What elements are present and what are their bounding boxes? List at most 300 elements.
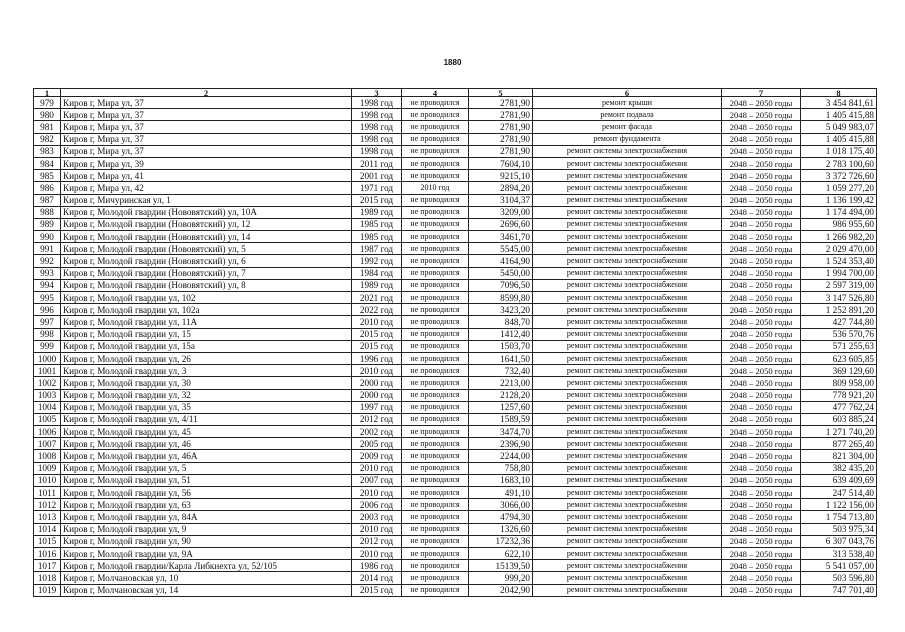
row-number: 985: [34, 170, 61, 182]
area-cell: 3461,70: [469, 231, 533, 243]
row-number: 1002: [34, 377, 61, 389]
year-cell: 1985 год: [352, 231, 402, 243]
address-cell: Киров г, Молчановская ул, 10: [61, 572, 352, 584]
cost-cell: 571 255,63: [801, 340, 877, 352]
row-number: 997: [34, 316, 61, 328]
year-cell: 1998 год: [352, 145, 402, 157]
year-cell: 2015 год: [352, 584, 402, 596]
header-col-8: 8: [801, 89, 877, 97]
period-cell: 2048 – 2050 годы: [722, 109, 801, 121]
year-cell: 2010 год: [352, 487, 402, 499]
period-cell: 2048 – 2050 годы: [722, 316, 801, 328]
address-cell: Киров г, Молодой гвардии (Нововятский) ул, 7: [61, 267, 352, 279]
year-cell: 2003 год: [352, 511, 402, 523]
inspection-cell: не проводился: [402, 206, 469, 218]
area-cell: 2042,90: [469, 584, 533, 596]
work-type-cell: ремонт фундамента: [533, 133, 722, 145]
row-number: 990: [34, 231, 61, 243]
area-cell: 2781,90: [469, 97, 533, 109]
inspection-cell: не проводился: [402, 413, 469, 425]
row-number: 998: [34, 328, 61, 340]
period-cell: 2048 – 2050 годы: [722, 133, 801, 145]
work-type-cell: ремонт системы электроснабжения: [533, 231, 722, 243]
address-cell: Киров г, Мира ул, 37: [61, 109, 352, 121]
inspection-cell: не проводился: [402, 438, 469, 450]
work-type-cell: ремонт системы электроснабжения: [533, 304, 722, 316]
inspection-cell: не проводился: [402, 499, 469, 511]
row-number: 1016: [34, 547, 61, 559]
work-type-cell: ремонт системы электроснабжения: [533, 292, 722, 304]
address-cell: Киров г, Мира ул, 39: [61, 157, 352, 169]
year-cell: 1998 год: [352, 109, 402, 121]
year-cell: 2009 год: [352, 450, 402, 462]
year-cell: 2010 год: [352, 365, 402, 377]
work-type-cell: ремонт системы электроснабжения: [533, 511, 722, 523]
area-cell: 1589,59: [469, 413, 533, 425]
year-cell: 1971 год: [352, 182, 402, 194]
page-number: 1880: [443, 58, 462, 67]
cost-cell: 1 524 353,40: [801, 255, 877, 267]
period-cell: 2048 – 2050 годы: [722, 438, 801, 450]
period-cell: 2048 – 2050 годы: [722, 352, 801, 364]
table-row: [34, 170, 877, 182]
row-number: 989: [34, 218, 61, 230]
work-type-cell: ремонт системы электроснабжения: [533, 157, 722, 169]
table-row: [34, 438, 877, 450]
period-cell: 2048 – 2050 годы: [722, 182, 801, 194]
table-row: [34, 157, 877, 169]
address-cell: Киров г, Молодой гвардии (Нововятский) ул, 6: [61, 255, 352, 267]
row-number: 1015: [34, 535, 61, 547]
period-cell: 2048 – 2050 годы: [722, 304, 801, 316]
work-type-cell: ремонт системы электроснабжения: [533, 243, 722, 255]
inspection-cell: не проводился: [402, 121, 469, 133]
cost-cell: 1 059 277,20: [801, 182, 877, 194]
cost-cell: 477 762,24: [801, 401, 877, 413]
inspection-cell: не проводился: [402, 535, 469, 547]
inspection-cell: не проводился: [402, 316, 469, 328]
area-cell: 4794,30: [469, 511, 533, 523]
table-row: [34, 316, 877, 328]
inspection-cell: не проводился: [402, 231, 469, 243]
row-number: 986: [34, 182, 61, 194]
cost-cell: 427 744,80: [801, 316, 877, 328]
area-cell: 732,40: [469, 365, 533, 377]
year-cell: 2012 год: [352, 413, 402, 425]
header-col-2: 2: [61, 89, 352, 97]
period-cell: 2048 – 2050 годы: [722, 584, 801, 596]
cost-cell: 1 174 494,00: [801, 206, 877, 218]
period-cell: 2048 – 2050 годы: [722, 194, 801, 206]
year-cell: 1985 год: [352, 218, 402, 230]
work-type-cell: ремонт системы электроснабжения: [533, 145, 722, 157]
year-cell: 2010 год: [352, 316, 402, 328]
cost-cell: 503 596,80: [801, 572, 877, 584]
period-cell: 2048 – 2050 годы: [722, 560, 801, 572]
table-row: [34, 206, 877, 218]
row-number: 1005: [34, 413, 61, 425]
period-cell: 2048 – 2050 годы: [722, 145, 801, 157]
table-row: [34, 292, 877, 304]
cost-cell: 1 018 175,40: [801, 145, 877, 157]
address-cell: Киров г, Молодой гвардии (Нововятский) ул, 14: [61, 231, 352, 243]
inspection-cell: не проводился: [402, 426, 469, 438]
table-row: [34, 572, 877, 584]
table-row: [34, 255, 877, 267]
row-number: 1007: [34, 438, 61, 450]
header-col-1: 1: [34, 89, 61, 97]
work-type-cell: ремонт системы электроснабжения: [533, 499, 722, 511]
cost-cell: 1 252 891,20: [801, 304, 877, 316]
cost-cell: 1 405 415,88: [801, 133, 877, 145]
area-cell: 3209,00: [469, 206, 533, 218]
address-cell: Киров г, Мира ул, 41: [61, 170, 352, 182]
inspection-cell: не проводился: [402, 340, 469, 352]
address-cell: Киров г, Молодой гвардии ул, 26: [61, 352, 352, 364]
address-cell: Киров г, Мира ул, 37: [61, 97, 352, 109]
address-cell: Киров г, Молодой гвардии (Нововятский) ул, 10А: [61, 206, 352, 218]
period-cell: 2048 – 2050 годы: [722, 231, 801, 243]
address-cell: Киров г, Молодой гвардии ул, 63: [61, 499, 352, 511]
year-cell: 2022 год: [352, 304, 402, 316]
work-type-cell: ремонт системы электроснабжения: [533, 328, 722, 340]
address-cell: Киров г, Молодой гвардии ул, 15а: [61, 340, 352, 352]
table-row: [34, 340, 877, 352]
address-cell: Киров г, Молодой гвардии ул, 3: [61, 365, 352, 377]
area-cell: 1503,70: [469, 340, 533, 352]
header-col-3: 3: [352, 89, 402, 97]
address-cell: Киров г, Молодой гвардии ул, 5: [61, 462, 352, 474]
period-cell: 2048 – 2050 годы: [722, 413, 801, 425]
row-number: 993: [34, 267, 61, 279]
work-type-cell: ремонт фасада: [533, 121, 722, 133]
address-cell: Киров г, Молодой гвардии ул, 11А: [61, 316, 352, 328]
table-row: [34, 243, 877, 255]
area-cell: 758,80: [469, 462, 533, 474]
row-number: 1014: [34, 523, 61, 535]
year-cell: 2000 год: [352, 377, 402, 389]
area-cell: 2781,90: [469, 133, 533, 145]
period-cell: 2048 – 2050 годы: [722, 389, 801, 401]
cost-cell: 1 405 415,88: [801, 109, 877, 121]
work-type-cell: ремонт системы электроснабжения: [533, 547, 722, 559]
header-col-4: 4: [402, 89, 469, 97]
table-row: [34, 511, 877, 523]
row-number: 1017: [34, 560, 61, 572]
year-cell: 2010 год: [352, 462, 402, 474]
year-cell: 2001 год: [352, 170, 402, 182]
area-cell: 17232,36: [469, 535, 533, 547]
period-cell: 2048 – 2050 годы: [722, 572, 801, 584]
cost-cell: 3 147 526,80: [801, 292, 877, 304]
area-cell: 2894,20: [469, 182, 533, 194]
header-col-6: 6: [533, 89, 722, 97]
address-cell: Киров г, Молодой гвардии ул, 90: [61, 535, 352, 547]
cost-cell: 1 994 700,00: [801, 267, 877, 279]
period-cell: 2048 – 2050 годы: [722, 328, 801, 340]
address-cell: Киров г, Молодой гвардии ул, 51: [61, 474, 352, 486]
area-cell: 2244,00: [469, 450, 533, 462]
cost-cell: 639 409,69: [801, 474, 877, 486]
work-type-cell: ремонт системы электроснабжения: [533, 170, 722, 182]
period-cell: 2048 – 2050 годы: [722, 535, 801, 547]
area-cell: 4164,90: [469, 255, 533, 267]
area-cell: 622,10: [469, 547, 533, 559]
period-cell: 2048 – 2050 годы: [722, 426, 801, 438]
inspection-cell: не проводился: [402, 401, 469, 413]
cost-cell: 623 605,85: [801, 352, 877, 364]
work-type-cell: ремонт системы электроснабжения: [533, 401, 722, 413]
work-type-cell: ремонт подвала: [533, 109, 722, 121]
inspection-cell: не проводился: [402, 450, 469, 462]
table-row: [34, 560, 877, 572]
work-type-cell: ремонт системы электроснабжения: [533, 206, 722, 218]
year-cell: 1987 год: [352, 243, 402, 255]
address-cell: Киров г, Молодой гвардии (Нововятский) ул, 12: [61, 218, 352, 230]
cost-cell: 369 129,60: [801, 365, 877, 377]
area-cell: 8599,80: [469, 292, 533, 304]
work-type-cell: ремонт системы электроснабжения: [533, 352, 722, 364]
table-body: [34, 97, 877, 597]
year-cell: 2015 год: [352, 328, 402, 340]
year-cell: 2010 год: [352, 547, 402, 559]
row-number: 991: [34, 243, 61, 255]
inspection-cell: не проводился: [402, 133, 469, 145]
cost-cell: 1 754 713,80: [801, 511, 877, 523]
inspection-cell: не проводился: [402, 474, 469, 486]
table-row: [34, 218, 877, 230]
period-cell: 2048 – 2050 годы: [722, 170, 801, 182]
year-cell: 2014 год: [352, 572, 402, 584]
area-cell: 2696,60: [469, 218, 533, 230]
inspection-cell: не проводился: [402, 377, 469, 389]
year-cell: 2007 год: [352, 474, 402, 486]
address-cell: Киров г, Молодой гвардии ул, 84А: [61, 511, 352, 523]
work-type-cell: ремонт системы электроснабжения: [533, 560, 722, 572]
header-row: [34, 89, 877, 97]
area-cell: 2781,90: [469, 145, 533, 157]
table-row: [34, 328, 877, 340]
period-cell: 2048 – 2050 годы: [722, 377, 801, 389]
row-number: 979: [34, 97, 61, 109]
year-cell: 2005 год: [352, 438, 402, 450]
row-number: 994: [34, 279, 61, 291]
row-number: 1008: [34, 450, 61, 462]
area-cell: 2128,20: [469, 389, 533, 401]
table-row: [34, 377, 877, 389]
row-number: 996: [34, 304, 61, 316]
table-row: [34, 499, 877, 511]
work-type-cell: ремонт системы электроснабжения: [533, 426, 722, 438]
area-cell: 5545,00: [469, 243, 533, 255]
area-cell: 2781,90: [469, 121, 533, 133]
year-cell: 2006 год: [352, 499, 402, 511]
table-row: [34, 523, 877, 535]
table-row: [34, 389, 877, 401]
table-row: [34, 133, 877, 145]
inspection-cell: не проводился: [402, 243, 469, 255]
year-cell: 1996 год: [352, 352, 402, 364]
inspection-cell: не проводился: [402, 560, 469, 572]
area-cell: 3474,70: [469, 426, 533, 438]
period-cell: 2048 – 2050 годы: [722, 218, 801, 230]
table-row: [34, 194, 877, 206]
area-cell: 999,20: [469, 572, 533, 584]
address-cell: Киров г, Молодой гвардии (Нововятский) ул, 5: [61, 243, 352, 255]
table-row: [34, 547, 877, 559]
row-number: 995: [34, 292, 61, 304]
cost-cell: 313 538,40: [801, 547, 877, 559]
area-cell: 491,10: [469, 487, 533, 499]
row-number: 1000: [34, 352, 61, 364]
table-row: [34, 121, 877, 133]
inspection-cell: 2010 год: [402, 182, 469, 194]
inspection-cell: не проводился: [402, 218, 469, 230]
address-cell: Киров г, Молодой гвардии ул, 102: [61, 292, 352, 304]
row-number: 984: [34, 157, 61, 169]
cost-cell: 1 136 199,42: [801, 194, 877, 206]
inspection-cell: не проводился: [402, 109, 469, 121]
cost-cell: 2 597 319,00: [801, 279, 877, 291]
area-cell: 848,70: [469, 316, 533, 328]
period-cell: 2048 – 2050 годы: [722, 450, 801, 462]
area-cell: 1683,10: [469, 474, 533, 486]
area-cell: 15139,50: [469, 560, 533, 572]
table-row: [34, 365, 877, 377]
area-cell: 3104,37: [469, 194, 533, 206]
work-type-cell: ремонт системы электроснабжения: [533, 572, 722, 584]
header-col-5: 5: [469, 89, 533, 97]
area-cell: 2396,90: [469, 438, 533, 450]
cost-cell: 6 307 043,76: [801, 535, 877, 547]
table-row: [34, 462, 877, 474]
row-number: 981: [34, 121, 61, 133]
inspection-cell: не проводился: [402, 365, 469, 377]
inspection-cell: не проводился: [402, 145, 469, 157]
year-cell: 2011 год: [352, 157, 402, 169]
row-number: 983: [34, 145, 61, 157]
inspection-cell: не проводился: [402, 462, 469, 474]
area-cell: 3066,00: [469, 499, 533, 511]
row-number: 1018: [34, 572, 61, 584]
cost-cell: 747 701,40: [801, 584, 877, 596]
table-row: [34, 413, 877, 425]
cost-cell: 3 372 726,60: [801, 170, 877, 182]
period-cell: 2048 – 2050 годы: [722, 499, 801, 511]
inspection-cell: не проводился: [402, 157, 469, 169]
work-type-cell: ремонт крыши: [533, 97, 722, 109]
address-cell: Киров г, Молодой гвардии ул, 46: [61, 438, 352, 450]
year-cell: 1989 год: [352, 206, 402, 218]
work-type-cell: ремонт системы электроснабжения: [533, 474, 722, 486]
table-row: [34, 267, 877, 279]
work-type-cell: ремонт системы электроснабжения: [533, 377, 722, 389]
work-type-cell: ремонт системы электроснабжения: [533, 584, 722, 596]
inspection-cell: не проводился: [402, 523, 469, 535]
area-cell: 1412,40: [469, 328, 533, 340]
address-cell: Киров г, Молодой гвардии ул, 9А: [61, 547, 352, 559]
area-cell: 1326,60: [469, 523, 533, 535]
inspection-cell: не проводился: [402, 389, 469, 401]
cost-cell: 778 921,20: [801, 389, 877, 401]
year-cell: 2012 год: [352, 535, 402, 547]
row-number: 992: [34, 255, 61, 267]
work-type-cell: ремонт системы электроснабжения: [533, 255, 722, 267]
cost-cell: 1 122 156,00: [801, 499, 877, 511]
address-cell: Киров г, Мира ул, 37: [61, 145, 352, 157]
area-cell: 2213,00: [469, 377, 533, 389]
inspection-cell: не проводился: [402, 572, 469, 584]
work-type-cell: ремонт системы электроснабжения: [533, 340, 722, 352]
address-cell: Киров г, Молчановская ул, 14: [61, 584, 352, 596]
area-cell: 5450,00: [469, 267, 533, 279]
work-type-cell: ремонт системы электроснабжения: [533, 438, 722, 450]
cost-cell: 603 885,24: [801, 413, 877, 425]
inspection-cell: не проводился: [402, 292, 469, 304]
cost-cell: 986 955,60: [801, 218, 877, 230]
cost-cell: 877 265,40: [801, 438, 877, 450]
address-cell: Киров г, Мира ул, 37: [61, 133, 352, 145]
inspection-cell: не проводился: [402, 97, 469, 109]
work-type-cell: ремонт системы электроснабжения: [533, 182, 722, 194]
year-cell: 1998 год: [352, 121, 402, 133]
row-number: 988: [34, 206, 61, 218]
row-number: 1001: [34, 365, 61, 377]
period-cell: 2048 – 2050 годы: [722, 474, 801, 486]
row-number: 1006: [34, 426, 61, 438]
period-cell: 2048 – 2050 годы: [722, 121, 801, 133]
table-row: [34, 109, 877, 121]
year-cell: 1986 год: [352, 560, 402, 572]
cost-cell: 2 783 100,60: [801, 157, 877, 169]
row-number: 1004: [34, 401, 61, 413]
area-cell: 1257,60: [469, 401, 533, 413]
table-row: [34, 584, 877, 596]
address-cell: Киров г, Молодой гвардии ул, 35: [61, 401, 352, 413]
year-cell: 2000 год: [352, 389, 402, 401]
inspection-cell: не проводился: [402, 547, 469, 559]
inspection-cell: не проводился: [402, 279, 469, 291]
address-cell: Киров г, Молодой гвардии ул, 46А: [61, 450, 352, 462]
address-cell: Киров г, Мичуринская ул, 1: [61, 194, 352, 206]
cost-cell: 1 271 740,20: [801, 426, 877, 438]
work-type-cell: ремонт системы электроснабжения: [533, 194, 722, 206]
period-cell: 2048 – 2050 годы: [722, 365, 801, 377]
inspection-cell: не проводился: [402, 511, 469, 523]
cost-cell: 2 029 470,00: [801, 243, 877, 255]
work-type-cell: ремонт системы электроснабжения: [533, 365, 722, 377]
cost-cell: 5 541 057,00: [801, 560, 877, 572]
period-cell: 2048 – 2050 годы: [722, 292, 801, 304]
row-number: 1003: [34, 389, 61, 401]
work-type-cell: ремонт системы электроснабжения: [533, 462, 722, 474]
row-number: 1012: [34, 499, 61, 511]
period-cell: 2048 – 2050 годы: [722, 523, 801, 535]
row-number: 980: [34, 109, 61, 121]
period-cell: 2048 – 2050 годы: [722, 547, 801, 559]
address-cell: Киров г, Молодой гвардии ул, 56: [61, 487, 352, 499]
cost-cell: 1 266 982,20: [801, 231, 877, 243]
area-cell: 3423,20: [469, 304, 533, 316]
year-cell: 1997 год: [352, 401, 402, 413]
address-cell: Киров г, Молодой гвардии ул, 32: [61, 389, 352, 401]
cost-cell: 503 975,34: [801, 523, 877, 535]
period-cell: 2048 – 2050 годы: [722, 401, 801, 413]
area-cell: 2781,90: [469, 109, 533, 121]
table-row: [34, 535, 877, 547]
address-cell: Киров г, Молодой гвардии ул, 30: [61, 377, 352, 389]
table-row: [34, 352, 877, 364]
